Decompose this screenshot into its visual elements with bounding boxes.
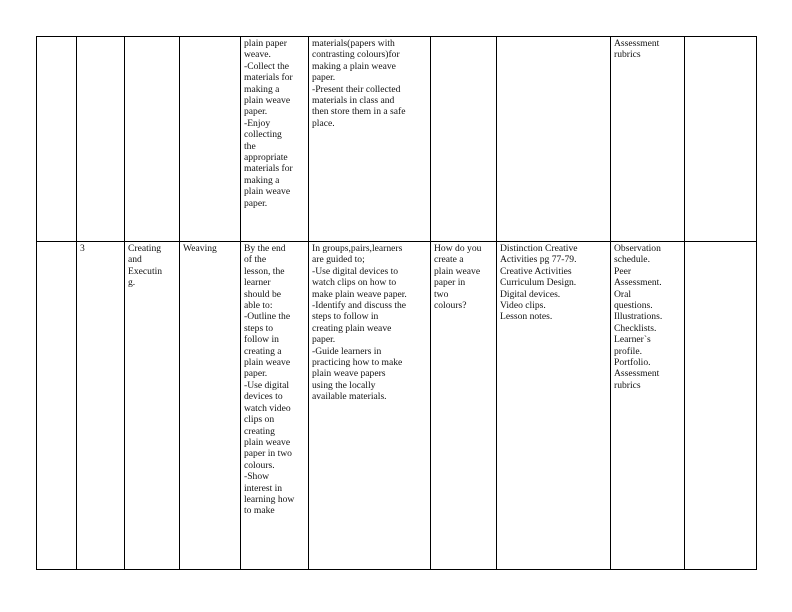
week-cell	[37, 37, 77, 242]
learning-outcomes-cell: By the end of the lesson, the learner should be able to: -Outline the steps to follow in creating a plain weave paper. -Use digital devices to watch video clips on creating plain weave paper in two colours. -Show interest in learning how to make	[241, 242, 309, 570]
remarks-cell	[685, 242, 757, 570]
table-row	[37, 37, 757, 242]
remarks-cell	[685, 37, 757, 242]
sub-strand-cell: Weaving	[180, 242, 241, 570]
inquiry-question-cell: How do you create a plain weave paper in two colours?	[431, 242, 497, 570]
scheme-of-work-table	[36, 36, 757, 570]
lesson-cell: 3	[77, 242, 125, 570]
learning-outcomes-cell: plain paper weave. -Collect the materials for making a plain weave paper. -Enjoy collecting the appropriate materials for making a plain weave paper.	[241, 37, 309, 242]
week-cell	[37, 242, 77, 570]
lesson-cell	[77, 37, 125, 242]
learning-experiences-cell: materials(papers with contrasting colours)for making a plain weave paper. -Present their collected materials in class and then store them in a safe place.	[309, 37, 431, 242]
strand-cell: Creating and Executin g.	[125, 242, 180, 570]
resources-cell	[497, 37, 611, 242]
resources-cell: Distinction Creative Activities pg 77-79. Creative Activities Curriculum Design. Digital devices. Video clips. Lesson notes.	[497, 242, 611, 570]
sub-strand-cell	[180, 37, 241, 242]
assessment-cell: Assessment rubrics	[611, 37, 685, 242]
inquiry-question-cell	[431, 37, 497, 242]
strand-cell	[125, 37, 180, 242]
learning-experiences-cell: In groups,pairs,learners are guided to; -Use digital devices to watch clips on how to make plain weave paper. -Identify and discuss the steps to follow in creating plain weave paper. -Guide learners in practicing how to make plain weave papers using the locally available materials.	[309, 242, 431, 570]
table-row	[37, 242, 757, 570]
assessment-cell: Observation schedule. Peer Assessment. Oral questions. Illustrations. Checklists. Learner`s profile. Portfolio. Assessment rubrics	[611, 242, 685, 570]
